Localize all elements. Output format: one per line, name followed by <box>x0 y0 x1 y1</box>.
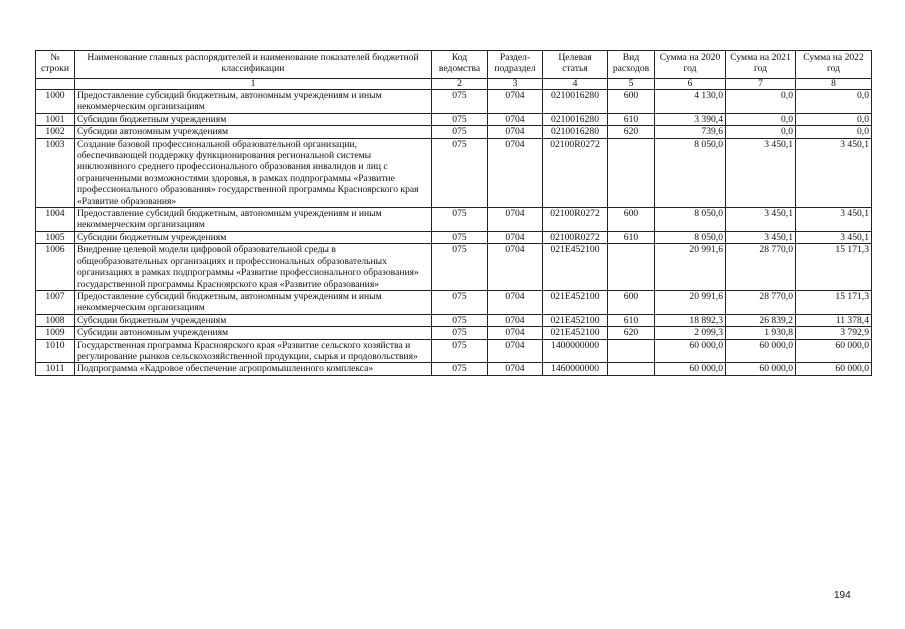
row-target-article: 0210016280 <box>543 90 608 114</box>
row-name: Субсидии бюджетным учреждениям <box>75 314 432 326</box>
row-expense-type: 600 <box>608 90 655 114</box>
row-sum-2020: 60 000,0 <box>655 363 726 375</box>
header-target-article: Целевая статья <box>543 51 608 79</box>
column-index: 7 <box>726 79 796 90</box>
row-target-article: 021E452100 <box>543 314 608 326</box>
row-sum-2022: 3 450,1 <box>796 138 872 207</box>
row-sum-2022: 3 450,1 <box>796 208 872 232</box>
row-sum-2020: 20 991,6 <box>655 244 726 291</box>
budget-table <box>35 50 872 376</box>
row-sum-2022: 0,0 <box>796 113 872 125</box>
row-sum-2020: 8 050,0 <box>655 231 726 243</box>
row-expense-type <box>608 339 655 363</box>
row-name: Субсидии автономным учреждениям <box>75 327 432 339</box>
page-number: 194 <box>834 590 851 601</box>
row-number: 1003 <box>36 138 75 207</box>
table-row <box>36 327 872 339</box>
row-sum-2022: 3 792,9 <box>796 327 872 339</box>
column-index-row <box>36 79 872 90</box>
row-target-article: 02100R0272 <box>543 208 608 232</box>
row-number: 1000 <box>36 90 75 114</box>
table-row <box>36 126 872 138</box>
row-target-article: 1460000000 <box>543 363 608 375</box>
row-section: 0704 <box>488 113 543 125</box>
row-section: 0704 <box>488 231 543 243</box>
row-name: Подпрограмма «Кадровое обеспечение агропромышленного комплекса» <box>75 363 432 375</box>
table-row <box>36 90 872 114</box>
table-row <box>36 138 872 207</box>
row-sum-2021: 28 770,0 <box>726 290 796 314</box>
row-sum-2022: 0,0 <box>796 126 872 138</box>
table-row <box>36 208 872 232</box>
row-number: 1011 <box>36 363 75 375</box>
row-name: Предоставление субсидий бюджетным, автономным учреждениям и иным некоммерческим организациям <box>75 90 432 114</box>
row-dept-code: 075 <box>432 314 488 326</box>
row-number: 1004 <box>36 208 75 232</box>
row-target-article: 021E452100 <box>543 327 608 339</box>
row-section: 0704 <box>488 327 543 339</box>
table-row <box>36 339 872 363</box>
row-dept-code: 075 <box>432 90 488 114</box>
row-sum-2020: 18 892,3 <box>655 314 726 326</box>
row-target-article: 1400000000 <box>543 339 608 363</box>
row-sum-2020: 8 050,0 <box>655 208 726 232</box>
row-name: Государственная программа Красноярского края «Развитие сельского хозяйства и регулирование рынков сельскохозяйственной продукции, сырья и продовольствия» <box>75 339 432 363</box>
row-expense-type: 600 <box>608 208 655 232</box>
column-index: 2 <box>432 79 488 90</box>
header-name: Наименование главных распорядителей и наименование показателей бюджетной классификации <box>75 51 432 79</box>
row-section: 0704 <box>488 290 543 314</box>
row-target-article: 02100R0272 <box>543 138 608 207</box>
row-sum-2021: 26 839,2 <box>726 314 796 326</box>
row-sum-2022: 60 000,0 <box>796 363 872 375</box>
row-name: Субсидии автономным учреждениям <box>75 126 432 138</box>
row-section: 0704 <box>488 90 543 114</box>
column-index: 4 <box>543 79 608 90</box>
row-dept-code: 075 <box>432 231 488 243</box>
row-sum-2022: 11 378,4 <box>796 314 872 326</box>
column-index: 1 <box>75 79 432 90</box>
header-sum-2020: Сумма на 2020 год <box>655 51 726 79</box>
row-name: Создание базовой профессиональной образовательной организации, обеспечивающей поддержку функционирования региональной системы инклюзивного среднего профессионального образования инвалидов и лиц с ограниченными возможностями здоровья, в рамках подпрограммы «Развитие профессионального образования» государственной программы Красноярского края «Развитие образования» <box>75 138 432 207</box>
row-name: Субсидии бюджетным учреждениям <box>75 231 432 243</box>
row-name: Внедрение целевой модели цифровой образовательной среды в общеобразовательных организациях и профессиональных образовательных организациях в рамках подпрограммы «Развитие профессионального образования» государственной программы Красноярского края «Развитие образования» <box>75 244 432 291</box>
header-row-number: № строки <box>36 51 75 79</box>
row-target-article: 02100R0272 <box>543 231 608 243</box>
row-sum-2020: 2 099,3 <box>655 327 726 339</box>
row-sum-2020: 60 000,0 <box>655 339 726 363</box>
row-sum-2022: 0,0 <box>796 90 872 114</box>
row-target-article: 021E452100 <box>543 290 608 314</box>
table-row <box>36 231 872 243</box>
row-sum-2022: 15 171,3 <box>796 290 872 314</box>
row-section: 0704 <box>488 138 543 207</box>
row-sum-2021: 0,0 <box>726 126 796 138</box>
row-number: 1006 <box>36 244 75 291</box>
row-dept-code: 075 <box>432 208 488 232</box>
row-number: 1009 <box>36 327 75 339</box>
row-sum-2022: 15 171,3 <box>796 244 872 291</box>
row-dept-code: 075 <box>432 113 488 125</box>
table-row <box>36 363 872 375</box>
row-sum-2021: 1 930,8 <box>726 327 796 339</box>
row-expense-type: 600 <box>608 290 655 314</box>
header-sum-2021: Сумма на 2021 год <box>726 51 796 79</box>
row-expense-type: 610 <box>608 231 655 243</box>
row-sum-2020: 8 050,0 <box>655 138 726 207</box>
row-target-article: 021E452100 <box>543 244 608 291</box>
row-number: 1001 <box>36 113 75 125</box>
row-dept-code: 075 <box>432 290 488 314</box>
row-section: 0704 <box>488 208 543 232</box>
row-expense-type <box>608 363 655 375</box>
row-sum-2021: 60 000,0 <box>726 339 796 363</box>
row-dept-code: 075 <box>432 339 488 363</box>
row-dept-code: 075 <box>432 126 488 138</box>
row-sum-2020: 4 130,0 <box>655 90 726 114</box>
column-index <box>36 79 75 90</box>
header-expense-type: Вид расходов <box>608 51 655 79</box>
budget-table-page <box>35 50 871 376</box>
row-target-article: 0210016280 <box>543 113 608 125</box>
table-header-row <box>36 51 872 79</box>
column-index: 6 <box>655 79 726 90</box>
row-sum-2021: 3 450,1 <box>726 138 796 207</box>
row-section: 0704 <box>488 314 543 326</box>
row-expense-type: 610 <box>608 113 655 125</box>
row-number: 1007 <box>36 290 75 314</box>
row-section: 0704 <box>488 339 543 363</box>
column-index: 3 <box>488 79 543 90</box>
row-sum-2021: 0,0 <box>726 113 796 125</box>
row-section: 0704 <box>488 244 543 291</box>
row-dept-code: 075 <box>432 363 488 375</box>
row-name: Субсидии бюджетным учреждениям <box>75 113 432 125</box>
row-sum-2020: 739,6 <box>655 126 726 138</box>
row-number: 1002 <box>36 126 75 138</box>
row-number: 1008 <box>36 314 75 326</box>
row-section: 0704 <box>488 126 543 138</box>
row-sum-2021: 3 450,1 <box>726 231 796 243</box>
row-expense-type: 620 <box>608 126 655 138</box>
row-sum-2021: 60 000,0 <box>726 363 796 375</box>
row-name: Предоставление субсидий бюджетным, автономным учреждениям и иным некоммерческим организациям <box>75 208 432 232</box>
row-expense-type <box>608 244 655 291</box>
row-name: Предоставление субсидий бюджетным, автономным учреждениям и иным некоммерческим организациям <box>75 290 432 314</box>
table-row <box>36 290 872 314</box>
header-sum-2022: Сумма на 2022 год <box>796 51 872 79</box>
header-dept-code: Код ведомства <box>432 51 488 79</box>
row-number: 1010 <box>36 339 75 363</box>
row-sum-2021: 28 770,0 <box>726 244 796 291</box>
row-section: 0704 <box>488 363 543 375</box>
row-sum-2021: 0,0 <box>726 90 796 114</box>
row-expense-type: 610 <box>608 314 655 326</box>
row-expense-type: 620 <box>608 327 655 339</box>
row-target-article: 0210016280 <box>543 126 608 138</box>
row-sum-2022: 3 450,1 <box>796 231 872 243</box>
row-dept-code: 075 <box>432 138 488 207</box>
row-dept-code: 075 <box>432 327 488 339</box>
row-sum-2021: 3 450,1 <box>726 208 796 232</box>
table-body <box>36 90 872 376</box>
column-index: 5 <box>608 79 655 90</box>
table-row <box>36 314 872 326</box>
row-number: 1005 <box>36 231 75 243</box>
row-dept-code: 075 <box>432 244 488 291</box>
table-row <box>36 244 872 291</box>
row-sum-2022: 60 000,0 <box>796 339 872 363</box>
table-row <box>36 113 872 125</box>
row-sum-2020: 20 991,6 <box>655 290 726 314</box>
row-sum-2020: 3 390,4 <box>655 113 726 125</box>
header-section: Раздел-подраздел <box>488 51 543 79</box>
row-expense-type <box>608 138 655 207</box>
column-index: 8 <box>796 79 872 90</box>
